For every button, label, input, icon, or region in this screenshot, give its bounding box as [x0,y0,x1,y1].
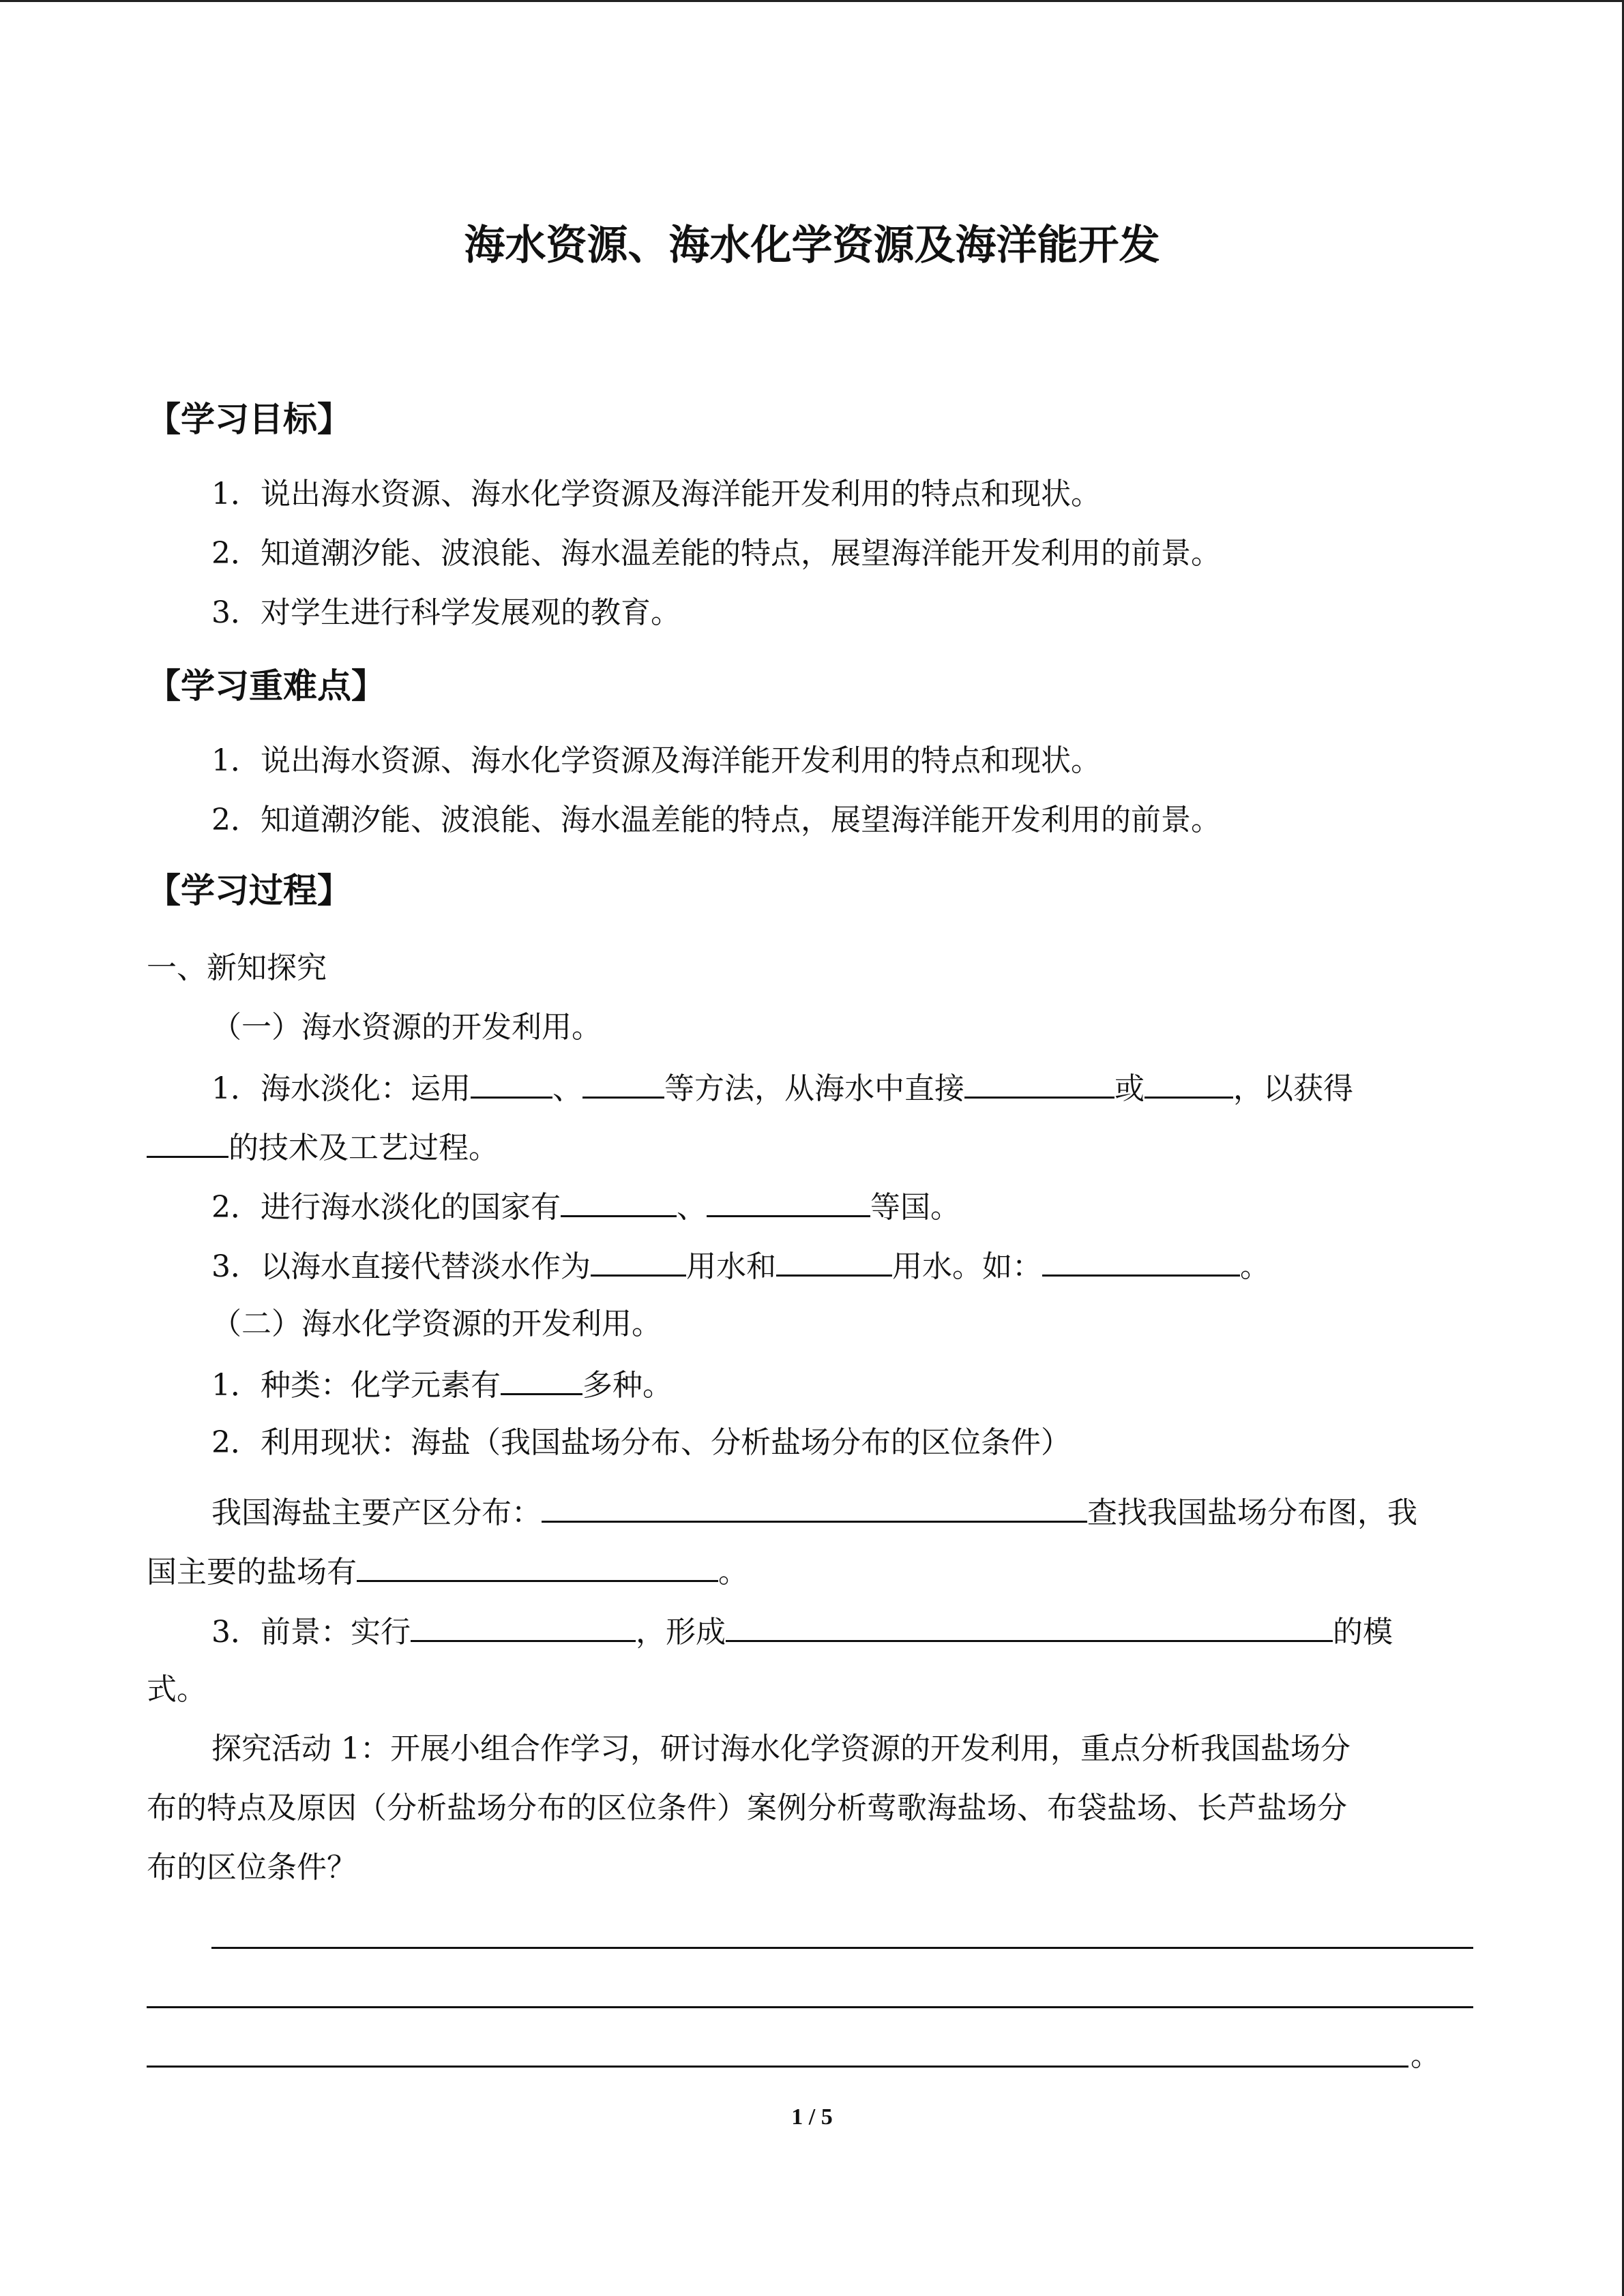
activity-line-3: 布的区位条件？ [147,1850,357,1885]
fill-blank[interactable] [357,1550,718,1582]
fill-blank[interactable] [582,1067,664,1099]
activity-line-1: 探究活动 1：开展小组合作学习，研讨海水化学资源的开发利用，重点分析我国盐场分 [211,1731,1350,1766]
goals-heading: 【学习目标】 [147,400,351,439]
goal-item: 1．说出海水资源、海水化学资源及海洋能开发利用的特点和现状。 [211,477,1101,511]
question-3: 3．以海水直接代替淡水作为 用水和 用水。如： 。 [211,1244,1270,1287]
fill-blank[interactable] [1145,1067,1233,1099]
salt-line-2: 国主要的盐场有 。 [147,1550,748,1593]
chem-question-2: 2．利用现状：海盐（我国盐场分布、分析盐场分布的区位条件） [211,1425,1071,1460]
goal-item: 3．对学生进行科学发展观的教育。 [211,595,681,630]
page-number: 1 / 5 [791,2104,833,2130]
activity-line-2: 布的特点及原因（分析盐场分布的区位条件）案例分析莺歌海盐场、布袋盐场、长芦盐场分 [147,1791,1347,1825]
fill-blank[interactable] [591,1244,686,1277]
page-border-top [0,0,1624,2]
sub-section-one: （一）海水资源的开发利用。 [211,1010,602,1045]
sub-section-two: （二）海水化学资源的开发利用。 [211,1307,662,1341]
fill-blank[interactable] [776,1244,892,1277]
fill-blank[interactable] [501,1363,582,1395]
question-1-line-1: 1．海水淡化：运用 、 等方法，从海水中直接 或 ，以获得 [211,1067,1353,1109]
key-point-item: 1．说出海水资源、海水化学资源及海洋能开发利用的特点和现状。 [211,743,1101,778]
fill-blank[interactable] [411,1610,636,1642]
answer-end-mark: 。 [1411,2038,1441,2073]
process-heading: 【学习过程】 [147,871,351,910]
fill-blank[interactable] [471,1067,552,1099]
chem-question-1: 1．种类：化学元素有 多种。 [211,1363,673,1406]
key-point-item: 2．知道潮汐能、波浪能、海水温差能的特点，展望海洋能开发利用的前景。 [211,803,1221,837]
answer-line[interactable] [211,1947,1473,1949]
fill-blank[interactable] [147,1126,228,1158]
chem-question-3-line-1: 3．前景：实行 ，形成 的模 [211,1610,1393,1653]
salt-line-1: 我国海盐主要产区分布： 查找我国盐场分布图，我 [211,1491,1417,1534]
goal-item: 2．知道潮汐能、波浪能、海水温差能的特点，展望海洋能开发利用的前景。 [211,536,1221,571]
fill-blank[interactable] [542,1491,1087,1523]
fill-blank[interactable] [964,1067,1114,1099]
part-one-title: 一、新知探究 [147,951,327,985]
answer-line[interactable] [147,2066,1408,2068]
fill-blank[interactable] [561,1185,677,1217]
question-2: 2．进行海水淡化的国家有 、 等国。 [211,1185,960,1228]
chem-question-3-line-2: 式。 [147,1672,207,1707]
fill-blank[interactable] [707,1185,870,1217]
fill-blank[interactable] [726,1610,1333,1642]
page-title: 海水资源、海水化学资源及海洋能开发 [464,222,1160,269]
question-1-line-2: 的技术及工艺过程。 [147,1126,499,1169]
key-points-heading: 【学习重难点】 [147,666,385,706]
fill-blank[interactable] [1042,1244,1240,1277]
answer-line[interactable] [147,2006,1473,2008]
